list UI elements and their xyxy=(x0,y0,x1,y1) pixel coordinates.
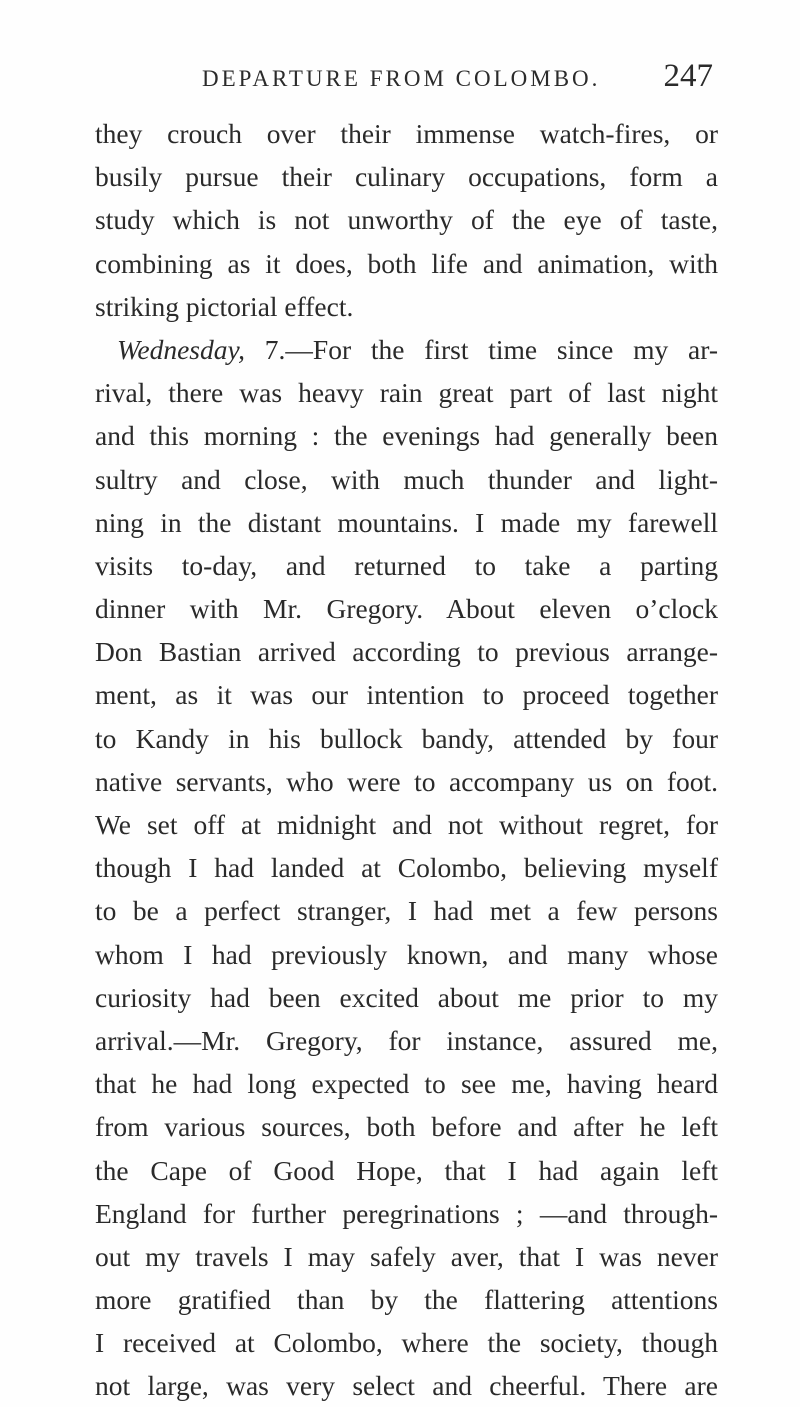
text-line: dinner with Mr. Gregory. About eleven o’clock xyxy=(95,593,718,625)
text-line: though I had landed at Colombo, believing myself xyxy=(95,852,718,884)
date-rest: 7.—For the first time since my ar- xyxy=(245,333,718,365)
text-line: from various sources, both before and after he left xyxy=(95,1111,718,1143)
text-line: We set off at midnight and not without regret, for xyxy=(95,809,718,840)
text-line: curiosity had been excited about me prior to my xyxy=(95,981,718,1013)
text-line: native servants, who were to accompany us on foot. xyxy=(95,765,718,797)
text-line: busily pursue their culinary occupations, form a xyxy=(95,161,718,193)
text-line-wednesday xyxy=(95,328,718,371)
text-line: striking pictorial effect. xyxy=(95,290,354,322)
text-line: the Cape of Good Hope, that I had again left xyxy=(95,1154,718,1186)
text-line: more gratified than by the flattering attentions xyxy=(95,1284,718,1316)
running-head xyxy=(150,58,713,102)
text-line: ning in the distant mountains. I made my farewell xyxy=(95,506,718,538)
text-line: that he had long expected to see me, having heard xyxy=(95,1068,718,1100)
text-line: visits to-day, and returned to take a parting xyxy=(95,549,718,581)
text-line: I received at Colombo, where the society, though xyxy=(95,1327,718,1359)
text-line: and this morning : the evenings had generally been xyxy=(95,420,718,452)
page-number: 247 xyxy=(663,58,713,94)
text-line: study which is not unworthy of the eye of taste, xyxy=(95,204,718,236)
text-line: rival, there was heavy rain great part of last night xyxy=(95,377,718,409)
running-title: DEPARTURE FROM COLOMBO. xyxy=(202,66,601,91)
text-line: out my travels I may safely aver, that I was never xyxy=(95,1240,718,1272)
text-line: whom I had previously known, and many whose xyxy=(95,938,718,970)
text-line: to be a perfect stranger, I had met a few persons xyxy=(95,895,718,927)
text-line: England for further peregrinations ; —and through- xyxy=(95,1197,718,1229)
text-body xyxy=(95,112,718,1408)
text-line: not large, was very select and cheerful. There are xyxy=(95,1370,718,1402)
text-line: Don Bastian arrived according to previous arrange- xyxy=(95,636,718,668)
text-line: they crouch over their immense watch-fires, or xyxy=(95,118,718,149)
date-italic: Wednesday, xyxy=(117,333,246,365)
text-line: combining as it does, both life and animation, with xyxy=(95,247,718,279)
text-line: ment, as it was our intention to proceed together xyxy=(95,679,718,711)
text-line: sultry and close, with much thunder and light- xyxy=(95,463,718,495)
text-line: to Kandy in his bullock bandy, attended by four xyxy=(95,722,718,754)
text-line: arrival.—Mr. Gregory, for instance, assured me, xyxy=(95,1024,718,1056)
